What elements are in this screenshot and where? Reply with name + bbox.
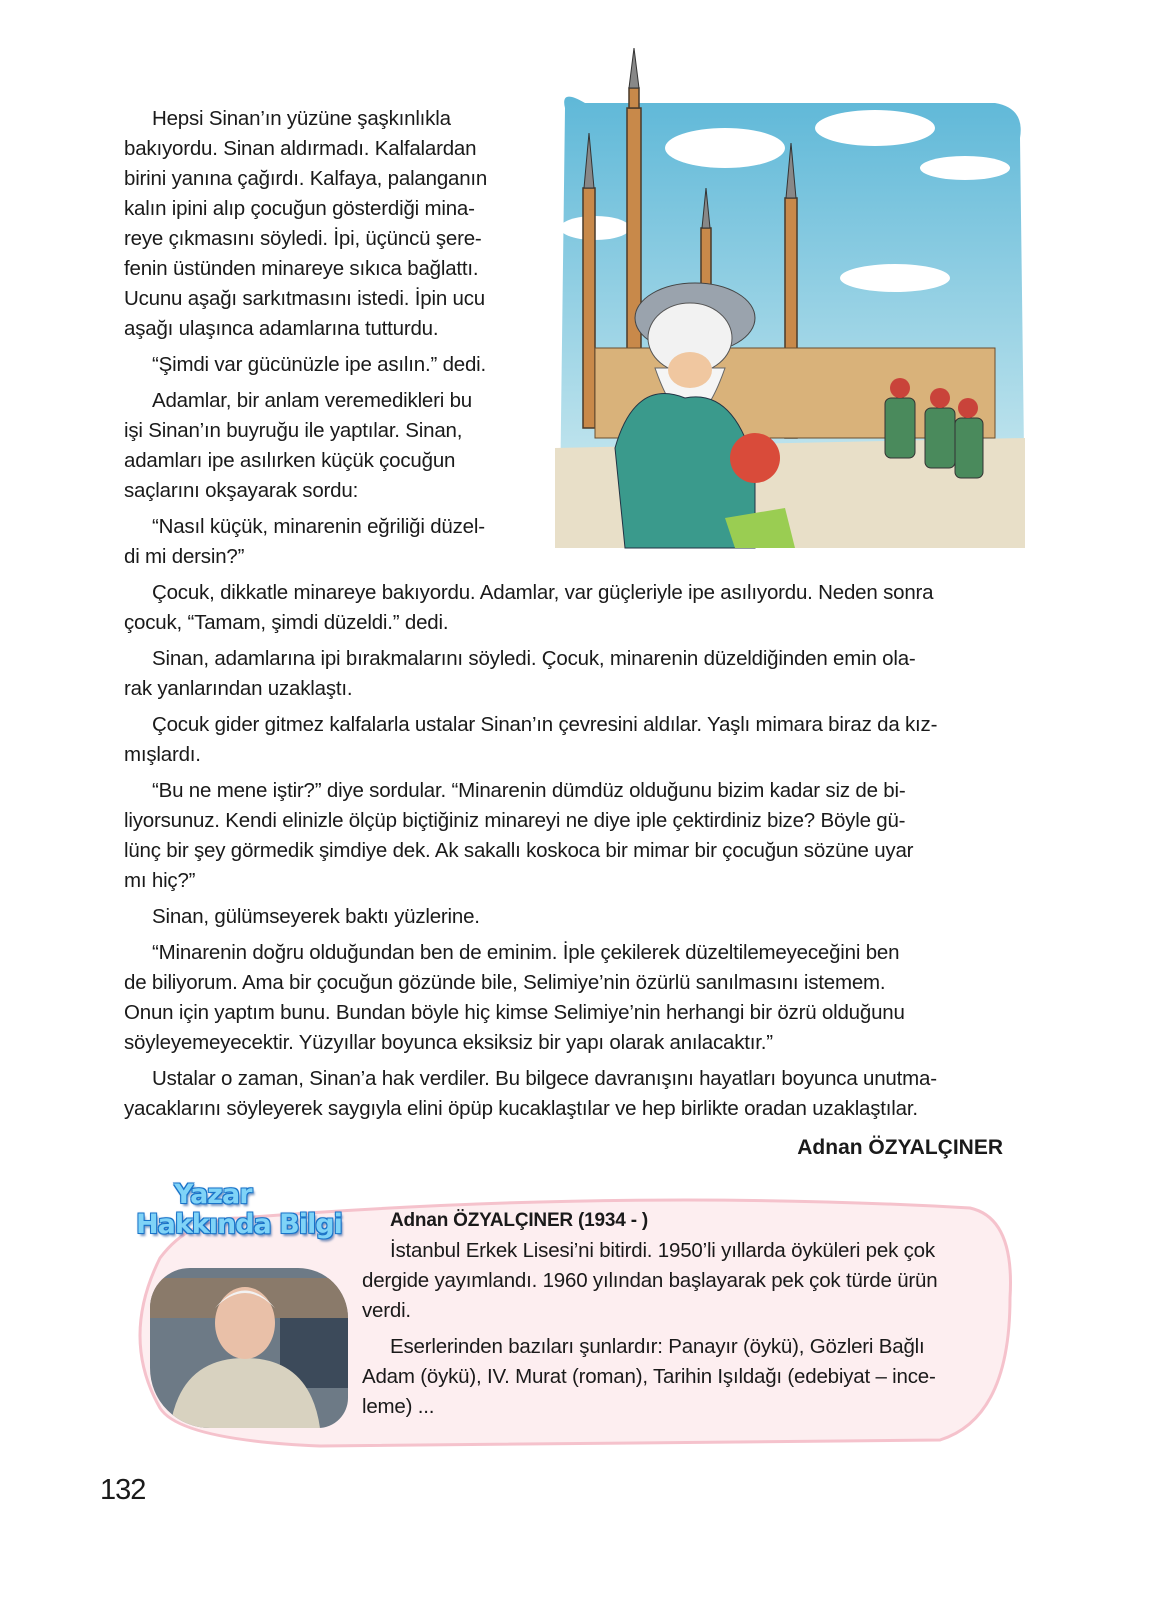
text-line: Onun için yaptım bunu. Bundan böyle hiç kimse Selimiye’nin herhangi bir özrü olduğunu <box>124 1001 905 1024</box>
text-line: işi Sinan’ın buyruğu ile yaptılar. Sinan, <box>124 419 463 442</box>
text-line: verdi. <box>362 1299 411 1322</box>
text-line: Ustalar o zaman, Sinan’a hak verdiler. Bu bilgece davranışını hayatları boyunca unutma- <box>152 1067 937 1090</box>
text-line: Ucunu aşağı sarkıtmasını istedi. İpin ucu <box>124 287 485 310</box>
illustration-mimar-sinan-minaret <box>555 48 1025 553</box>
text-line: söyleyemeyecektir. Yüzyıllar boyunca eksiksiz bir yapı olarak anılacaktır.” <box>124 1031 773 1054</box>
paragraph <box>124 512 524 572</box>
author-info-text <box>362 1206 1002 1428</box>
author-info-heading <box>136 1180 356 1240</box>
text-line: “Minarenin doğru olduğundan ben de eminim. İple çekilerek düzeltilemeyeceğini ben <box>152 941 900 964</box>
text-line: “Nasıl küçük, minarenin eğriliği düzel- <box>152 515 485 538</box>
text-line: birini yanına çağırdı. Kalfaya, palanganın <box>124 167 488 190</box>
text-line: reye çıkmasını söyledi. İpi, üçüncü şere- <box>124 227 482 250</box>
paragraph <box>124 104 524 344</box>
paragraph <box>362 1236 1002 1326</box>
heading-line-1: Yazar <box>174 1179 252 1210</box>
paragraph <box>362 1332 1002 1422</box>
paragraph <box>124 938 1004 1058</box>
text-line: Adam (öykü), IV. Murat (roman), Tarihin Işıldağı (edebiyat – ince- <box>362 1365 936 1388</box>
author-signature: Adnan ÖZYALÇINER <box>797 1136 1003 1159</box>
paragraph <box>124 386 524 506</box>
paragraph <box>124 710 1004 770</box>
text-line: Sinan, adamlarına ipi bırakmalarını söyledi. Çocuk, minarenin düzeldiğinden emin ola- <box>152 647 916 670</box>
text-line: Adamlar, bir anlam veremedikleri bu <box>152 389 472 412</box>
text-line: fenin üstünden minareye sıkıca bağlattı. <box>124 257 479 280</box>
text-line: “Şimdi var gücünüzle ipe asılın.” dedi. <box>152 353 487 376</box>
author-name-dates: Adnan ÖZYALÇINER (1934 - ) <box>390 1210 649 1231</box>
text-line: mışlardı. <box>124 743 201 766</box>
author-photo <box>150 1268 348 1428</box>
text-line: aşağı ulaşınca adamlarına tutturdu. <box>124 317 439 340</box>
text-line: yacaklarını söyleyerek saygıyla elini öpüp kucaklaştılar ve hep birlikte oradan uzaklaştılar. <box>124 1097 918 1120</box>
text-line: Eserlerinden bazıları şunlardır: Panayır (öykü), Gözleri Bağlı <box>390 1335 925 1358</box>
paragraph <box>124 1064 1004 1124</box>
text-line: rak yanlarından uzaklaştı. <box>124 677 353 700</box>
text-line: Çocuk, dikkatle minareye bakıyordu. Adamlar, var güçleriyle ipe asılıyordu. Neden sonra <box>152 581 934 604</box>
page-number: 132 <box>100 1474 146 1506</box>
paragraph <box>124 578 1004 638</box>
text-line: Çocuk gider gitmez kalfalarla ustalar Sinan’ın çevresini aldılar. Yaşlı mimara biraz da kız- <box>152 713 938 736</box>
text-line: de biliyorum. Ama bir çocuğun gözünde bile, Selimiye’nin özürlü sanılmasını istemem. <box>124 971 886 994</box>
text-line: dergide yayımlandı. 1960 yılından başlayarak pek çok türde ürün <box>362 1269 938 1292</box>
text-line: lünç bir şey görmedik şimdiye dek. Ak sakallı koskoca bir mimar bir çocuğun sözüne uyar <box>124 839 914 862</box>
text-line: “Bu ne mene iştir?” diye sordular. “Minarenin dümdüz olduğunu bizim kadar siz de bi- <box>152 779 906 802</box>
top-text-column <box>124 104 524 578</box>
text-line: adamları ipe asılırken küçük çocuğun <box>124 449 456 472</box>
text-line: çocuk, “Tamam, şimdi düzeldi.” dedi. <box>124 611 449 634</box>
heading-line-2: Hakkında Bilgi <box>136 1209 342 1240</box>
text-line: saçlarını okşayarak sordu: <box>124 479 359 502</box>
text-line: di mi dersin?” <box>124 545 245 568</box>
text-line: liyorsunuz. Kendi elinizle ölçüp biçtiğiniz minareyi ne diye iple çektirdiniz bize? Böyle gü- <box>124 809 906 832</box>
text-line: kalın ipini alıp çocuğun gösterdiği mina- <box>124 197 475 220</box>
paragraph <box>124 644 1004 704</box>
text-line: mı hiç?” <box>124 869 196 892</box>
paragraph <box>124 776 1004 896</box>
text-line: Hepsi Sinan’ın yüzüne şaşkınlıkla <box>152 107 451 130</box>
text-line: İstanbul Erkek Lisesi’ni bitirdi. 1950’li yıllarda öyküleri pek çok <box>390 1239 935 1262</box>
paragraph <box>124 902 1004 932</box>
main-text-column <box>124 578 1004 1130</box>
text-line: leme) ... <box>362 1395 435 1418</box>
text-line: Sinan, gülümseyerek baktı yüzlerine. <box>152 905 480 928</box>
paragraph <box>124 350 524 380</box>
text-line: bakıyordu. Sinan aldırmadı. Kalfalardan <box>124 137 477 160</box>
